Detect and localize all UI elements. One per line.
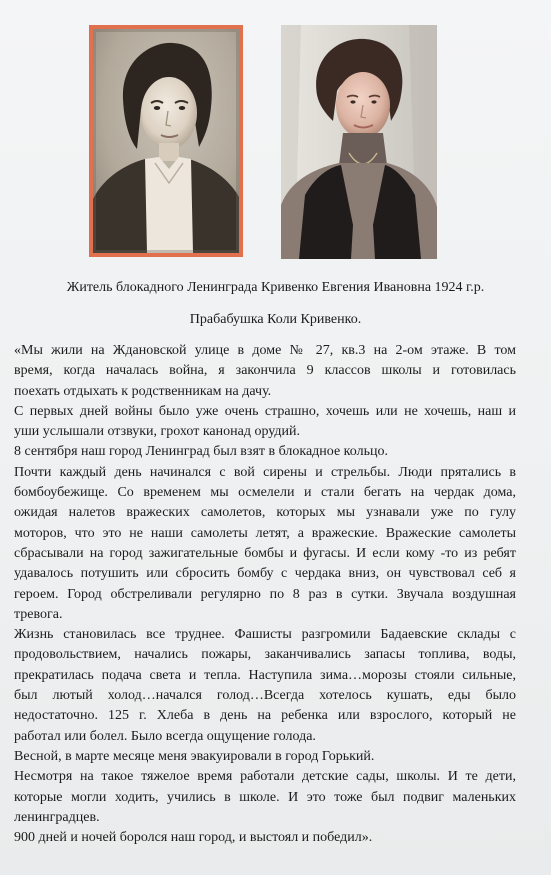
memoir-line: ленинградцев.: [14, 809, 100, 825]
memoir-line: Почти каждый день начинался с вой сирены и стрельбы. Люди прятались в: [14, 464, 516, 480]
memoir-line: бомбоубежище. Со временем мы осмелели и стали бегать на чердак дома,: [14, 485, 516, 501]
memoir-line: ожидая налетов вражеских самолетов, которых мы узнавали уже по гулу: [14, 505, 516, 521]
memoir-line: Несмотря на такое тяжелое время работали детские сады, школы. И те дети,: [14, 769, 516, 785]
memoir-line: недостаточно. 125 г. Хлеба в день на ребенка или взрослого, который не: [14, 708, 516, 724]
memoir-line: прекратилась подача света и тепла. Наступила зима…морозы стояли сильные,: [14, 667, 516, 683]
memoir-line: моторов, что это не наши самолеты летят, а вражеские. Вражеские самолеты: [14, 525, 516, 541]
memoir-line: время, когда началась война, я закончила 9 классов школы и готовилась: [14, 363, 516, 379]
memoir-line: тревога.: [14, 606, 63, 622]
memoir-line: продовольствием, начались пожары, заканчивались запасы топлива, воды,: [14, 647, 516, 663]
portrait-photo-young: [89, 25, 243, 257]
memoir-line: был лютый холод…начался голод…Всегда хотелось кушать, еды было: [14, 688, 516, 704]
portrait-elderly-image: [281, 25, 437, 259]
memoir-line: работал или болел. Было всегда ощущение голода.: [14, 728, 316, 744]
memoir-line: 900 дней и ночей боролся наш город, и выстоял и победил».: [14, 830, 373, 846]
memoir-line: Весной, в марте месяце меня эвакуировали в город Горький.: [14, 748, 375, 764]
memoir-line: которые могли ходить, учились в школе. И это тоже был подвиг маленьких: [14, 789, 516, 805]
memoir-line: удавалось потушить или сбросить бомбу с чердака вниз, он чувствовал себ я: [14, 566, 516, 582]
memoir-text: [14, 341, 516, 848]
caption-relation: Прабабушка Коли Кривенко.: [189, 312, 362, 327]
memoir-line: 8 сентября наш город Ленинград был взят в блокадное кольцо.: [14, 444, 388, 460]
memoir-line: Жизнь становилась все труднее. Фашисты разгромили Бадаевские склады с: [14, 627, 516, 643]
portrait-young-image: [93, 29, 239, 253]
memoir-line: «Мы жили на Ждановской улице в доме № 27, кв.3 на 2-ом этаже. В том: [14, 343, 516, 358]
caption-subject: Житель блокадного Ленинграда Кривенко Евгения Ивановна 1924 г.р.: [66, 280, 485, 295]
memoir-line: героем. Город обстреливали регулярно по 8 раз в сутки. Звучала воздушная: [14, 586, 516, 602]
portrait-photo-elderly: [281, 25, 437, 259]
memoir-line: сбрасывали на город зажигательные бомбы и фугасы. И если кому -то из ребят: [14, 545, 516, 561]
memoir-line: уши услышали отзвуки, грохот канонад орудий.: [14, 424, 300, 440]
memoir-line: поехать отдыхать к родственникам на дачу.: [14, 383, 272, 399]
memoir-line: С первых дней войны было уже очень страшно, хочешь или не хочешь, наш и: [14, 403, 516, 419]
